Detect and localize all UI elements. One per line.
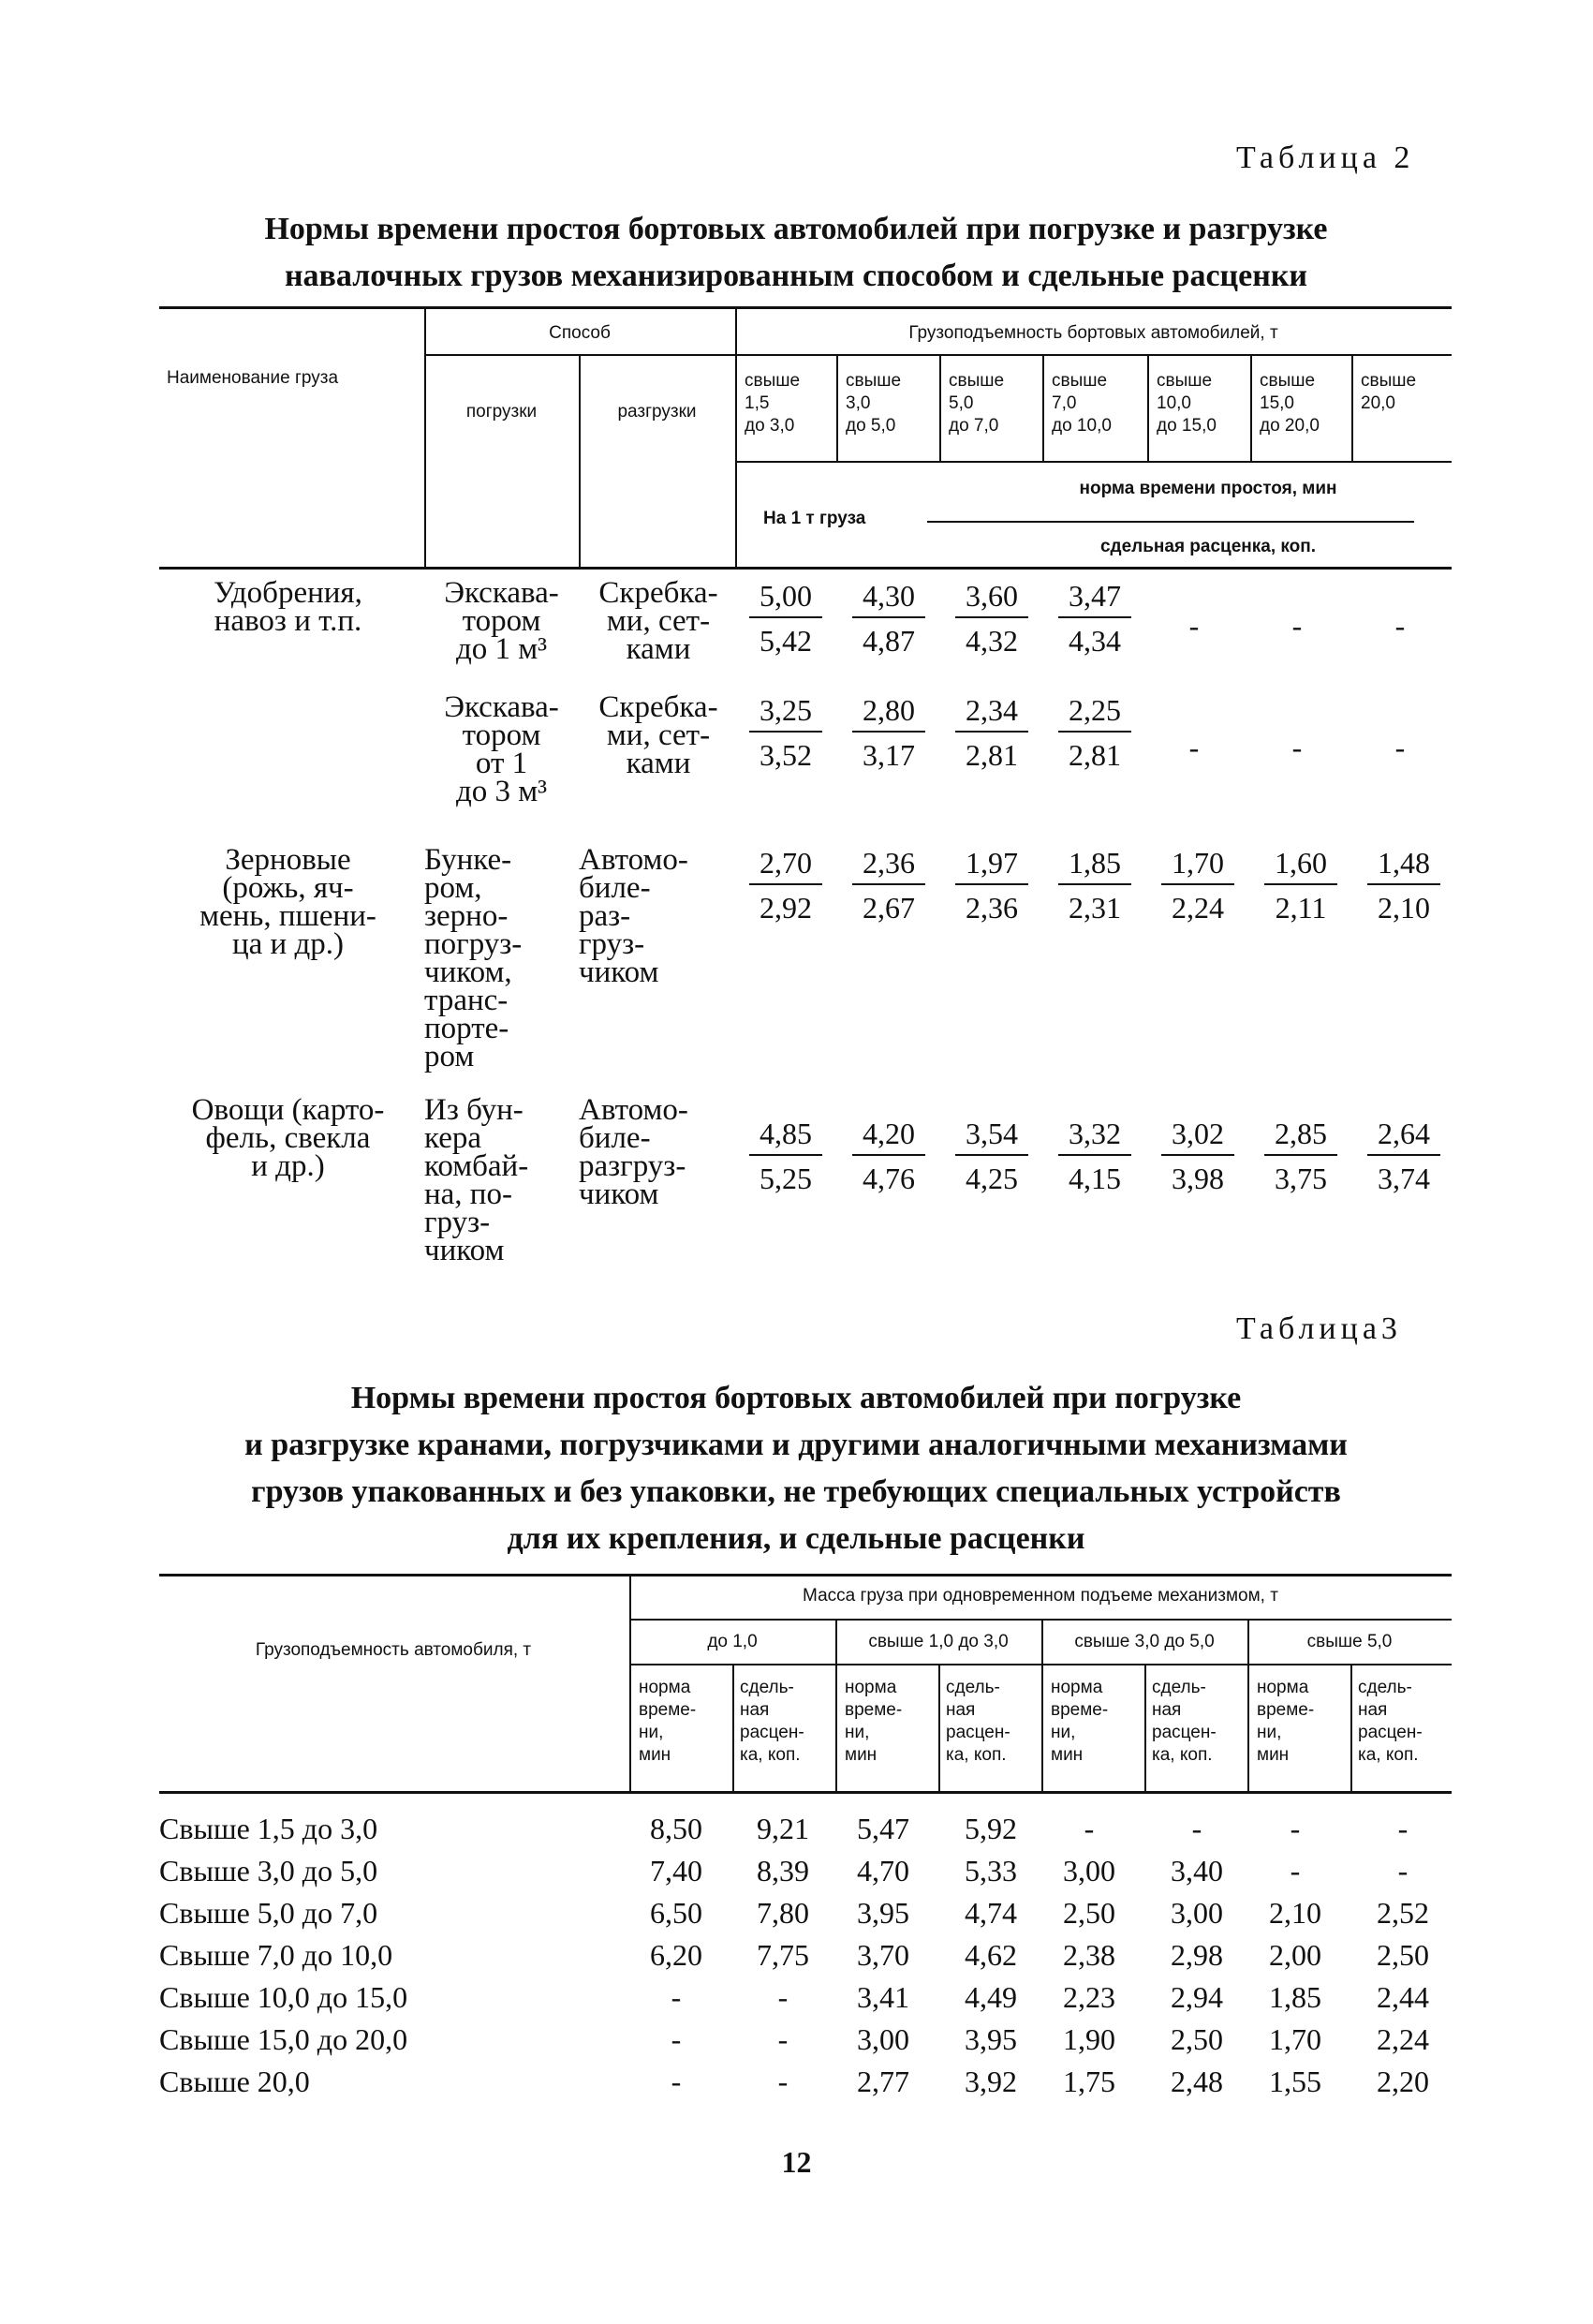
t3-rate-header: сдель- ная расцен- ка, коп.: [946, 1678, 1010, 1765]
t3-group-header: свыше 3,0 до 5,0: [1074, 1632, 1215, 1651]
t3-cell: 2,48: [1171, 2065, 1223, 2098]
t2-cap-col-3: свыше 5,0 до 7,0: [949, 371, 1005, 436]
t2-row3-value: $\frac{2,70}{2,92}$: [749, 846, 822, 925]
t2-row4-name: Овощи (карто- фель, свекла и др.): [191, 1093, 385, 1183]
t2-v6: [1042, 354, 1044, 461]
table3-title-line: для их крепления, и сдельные расценки: [507, 1521, 1085, 1556]
table3-title-line: и разгрузке кранами, погрузчиками и другими аналогичными механизмами: [244, 1428, 1348, 1462]
t2-row1-loading: Экскава- тором до 1 м³: [444, 576, 559, 666]
t3-cell: 6,50: [650, 1896, 702, 1930]
t2-row1-dash: -: [1394, 609, 1406, 643]
t3-v-sub: [1350, 1664, 1352, 1791]
t3-cell: 2,20: [1377, 2065, 1429, 2098]
t2-v4: [836, 354, 838, 461]
t3-cell: 4,62: [965, 1938, 1017, 1972]
table2-label: Таблица 2: [1236, 141, 1415, 175]
t2-unloading-header: разгрузки: [617, 402, 697, 422]
t2-row1-value: $\frac{5,00}{5,42}$: [749, 579, 822, 658]
t3-cell: 5,92: [965, 1812, 1017, 1845]
t3-cell: 2,94: [1171, 1980, 1223, 2014]
t3-cell: 3,00: [1171, 1896, 1223, 1930]
t3-group-rule: [629, 1664, 1452, 1665]
t2-cap-col-4: свыше 7,0 до 10,0: [1052, 371, 1112, 436]
t2-loading-header: погрузки: [465, 402, 538, 422]
t3-cell: 3,00: [1063, 1854, 1115, 1887]
table3-title-line: Нормы времени простоя бортовых автомобилей при погрузке: [350, 1381, 1242, 1415]
t2-row1-value: $\frac{4,30}{4,87}$: [852, 579, 925, 658]
t3-cell: 9,21: [757, 1812, 809, 1845]
table2-title-line2: навалочных грузов механизированным способом и сдельные расценки: [284, 259, 1308, 293]
t3-cell: 1,90: [1063, 2022, 1115, 2056]
t3-cell: -: [777, 2065, 789, 2098]
t2-row4-value: $\frac{3,02}{3,98}$: [1161, 1117, 1234, 1195]
t2-row3-value: $\frac{1,48}{2,10}$: [1367, 846, 1440, 925]
t2-row1-value: $\frac{3,60}{4,32}$: [955, 579, 1028, 658]
t2-v1: [424, 306, 426, 567]
t3-cell: 8,50: [650, 1812, 702, 1845]
t2-row3-loading: Бунке- ром, зерно- погруз- чиком, транс- порте- ром: [424, 843, 523, 1073]
t2-cap-col-2: свыше 3,0 до 5,0: [846, 371, 902, 436]
t2-row4-value: $\frac{3,32}{4,15}$: [1058, 1117, 1131, 1195]
t2-cap-col-6: свыше 15,0 до 20,0: [1260, 371, 1320, 436]
t3-cell: 2,77: [857, 2065, 909, 2098]
t3-cell: -: [671, 2065, 682, 2098]
t3-cell: 2,98: [1171, 1938, 1223, 1972]
t3-rate-header: сдель- ная расцен- ка, коп.: [740, 1678, 804, 1765]
t3-row-label: Свыше 1,5 до 3,0: [159, 1812, 378, 1845]
page-number: 12: [781, 2145, 812, 2179]
t3-row-label: Свыше 3,0 до 5,0: [159, 1854, 378, 1887]
t2-row2-value: $\frac{3,25}{3,52}$: [749, 693, 822, 772]
t3-cell: -: [1084, 1812, 1095, 1845]
t2-row3-value: $\frac{1,97}{2,36}$: [955, 846, 1028, 925]
t2-row1-unloading: Скребка- ми, сет- ками: [598, 576, 718, 666]
t3-cell: 1,70: [1269, 2022, 1321, 2056]
t3-cell: 3,95: [965, 2022, 1017, 2056]
t3-cell: 2,52: [1377, 1896, 1429, 1930]
t3-cell: 2,38: [1063, 1938, 1115, 1972]
t3-norm-header: норма време- ни, мин: [1257, 1678, 1315, 1765]
t3-mass-rule: [629, 1619, 1452, 1621]
t2-top-rule: [159, 306, 1452, 309]
t2-cap-col-5: свыше 10,0 до 15,0: [1157, 371, 1217, 436]
t2-row2-value: $\frac{2,25}{2,81}$: [1058, 693, 1131, 772]
t2-row2-dash: -: [1291, 731, 1303, 764]
t3-cell: 2,00: [1269, 1938, 1321, 1972]
t2-row1-dash: -: [1188, 609, 1200, 643]
t3-cell: 2,50: [1377, 1938, 1429, 1972]
t2-row1-dash: -: [1291, 609, 1303, 643]
t2-row3-value: $\frac{2,36}{2,67}$: [852, 846, 925, 925]
t3-cell: 2,50: [1171, 2022, 1223, 2056]
t3-cell: 4,70: [857, 1854, 909, 1887]
t2-v9: [1351, 354, 1353, 461]
t3-cell: -: [777, 1980, 789, 2014]
t2-name-col-header: Наименование груза: [167, 368, 339, 388]
t3-cell: 3,95: [857, 1896, 909, 1930]
t3-cell: 4,74: [965, 1896, 1017, 1930]
t3-cell: 7,80: [757, 1896, 809, 1930]
t3-cell: 7,75: [757, 1938, 809, 1972]
t3-norm-header: норма време- ни, мин: [845, 1678, 903, 1765]
t2-row1-value: $\frac{3,47}{4,34}$: [1058, 579, 1131, 658]
t3-cell: 2,10: [1269, 1896, 1321, 1930]
t2-row4-value: $\frac{4,85}{5,25}$: [749, 1117, 822, 1195]
t2-row1-name: Удобрения, навоз и т.п.: [214, 576, 362, 638]
t2-row4-value: $\frac{2,85}{3,75}$: [1264, 1117, 1337, 1195]
t3-cell: -: [1397, 1854, 1409, 1887]
t3-row-label: Свыше 10,0 до 15,0: [159, 1980, 408, 2014]
t3-cell: 3,40: [1171, 1854, 1223, 1887]
t2-row2-unloading: Скребка- ми, сет- ками: [598, 690, 718, 780]
t2-row4-loading: Из бун- кера комбай- на, по- груз- чиком: [424, 1093, 529, 1267]
t3-row-label: Свыше 15,0 до 20,0: [159, 2022, 408, 2056]
t2-v3: [735, 306, 737, 567]
t3-cell: -: [1191, 1812, 1202, 1845]
t3-cell: 2,24: [1377, 2022, 1429, 2056]
t2-cap-col-7: свыше 20,0: [1361, 371, 1417, 413]
t2-row3-name: Зерновые (рожь, яч- мень, пшени- ца и др.): [199, 843, 376, 961]
t3-cell: -: [777, 2022, 789, 2056]
t3-top-rule: [159, 1574, 1452, 1576]
t3-group-header: свыше 1,0 до 3,0: [868, 1632, 1009, 1651]
t2-row4-value: $\frac{4,20}{4,76}$: [852, 1117, 925, 1195]
t3-row-label: Свыше 20,0: [159, 2065, 310, 2098]
t2-row3-value: $\frac{1,60}{2,11}$: [1264, 846, 1337, 925]
t2-row2-value: $\frac{2,80}{3,17}$: [852, 693, 925, 772]
t3-cell: 2,50: [1063, 1896, 1115, 1930]
t3-cell: 7,40: [650, 1854, 702, 1887]
t2-v7: [1147, 354, 1149, 461]
t2-header-bottom-rule: [159, 567, 1452, 570]
t2-capacity-header: Грузоподъемность бортовых автомобилей, т: [908, 323, 1278, 343]
t3-v-sub: [938, 1664, 940, 1791]
t3-row-label: Свыше 7,0 до 10,0: [159, 1938, 393, 1972]
t3-cell: -: [671, 1980, 682, 2014]
t2-norm-rule: [927, 521, 1414, 523]
t3-cell: 1,55: [1269, 2065, 1321, 2098]
t3-norm-header: норма време- ни, мин: [1051, 1678, 1109, 1765]
t3-cell: -: [1290, 1812, 1301, 1845]
t2-per-ton-header: На 1 т груза: [763, 509, 866, 528]
t3-cell: 8,39: [757, 1854, 809, 1887]
t3-cell: 3,41: [857, 1980, 909, 2014]
t3-cell: 2,23: [1063, 1980, 1115, 2014]
t2-row2-value: $\frac{2,34}{2,81}$: [955, 693, 1028, 772]
t3-rate-header: сдель- ная расцен- ка, коп.: [1152, 1678, 1217, 1765]
t2-method-header: Способ: [549, 323, 611, 343]
t3-v-sub: [732, 1664, 734, 1791]
t2-row2-dash: -: [1188, 731, 1200, 764]
table2-title-line1: Нормы времени простоя бортовых автомобилей при погрузке и разгрузке: [264, 212, 1328, 246]
t2-row3-value: $\frac{1,85}{2,31}$: [1058, 846, 1131, 925]
t2-row3-unloading: Автомо- биле- раз- груз- чиком: [579, 843, 688, 989]
t3-cell: 1,85: [1269, 1980, 1321, 2014]
t3-header-bottom-rule: [159, 1791, 1452, 1794]
t3-capacity-header: Грузоподъемность автомобиля, т: [255, 1640, 532, 1660]
t3-cell: 6,20: [650, 1938, 702, 1972]
t3-cell: 3,70: [857, 1938, 909, 1972]
t3-cell: -: [1397, 1812, 1409, 1845]
t2-v8: [1250, 354, 1252, 461]
t3-row-label: Свыше 5,0 до 7,0: [159, 1896, 378, 1930]
t2-v2: [579, 354, 581, 567]
t3-cell: 5,47: [857, 1812, 909, 1845]
table3-label: Таблица3: [1236, 1311, 1402, 1346]
t2-row3-value: $\frac{1,70}{2,24}$: [1161, 846, 1234, 925]
t3-v-sub: [1144, 1664, 1146, 1791]
t2-cap-rule: [735, 461, 1452, 463]
t2-v5: [939, 354, 941, 461]
t3-mass-header: Масса груза при одновременном подъеме механизмом, т: [803, 1586, 1278, 1606]
t2-row4-unloading: Автомо- биле- разгруз- чиком: [579, 1093, 688, 1211]
t3-group-header: до 1,0: [707, 1632, 758, 1651]
t3-cell: 2,44: [1377, 1980, 1429, 2014]
t3-cell: 4,49: [965, 1980, 1017, 2014]
t2-norm-header: норма времени простоя, мин: [1079, 479, 1337, 498]
t3-cell: 3,00: [857, 2022, 909, 2056]
t3-cell: 5,33: [965, 1854, 1017, 1887]
t2-row2-dash: -: [1394, 731, 1406, 764]
table3-title-line: грузов упакованных и без упаковки, не требующих специальных устройств: [251, 1474, 1341, 1509]
t2-rate-header: сдельная расценка, коп.: [1099, 537, 1317, 556]
t2-row2-loading: Экскава- тором от 1 до 3 м³: [444, 690, 559, 808]
t3-cell: 1,75: [1063, 2065, 1115, 2098]
t3-cell: -: [671, 2022, 682, 2056]
t3-norm-header: норма време- ни, мин: [639, 1678, 697, 1765]
t2-row4-value: $\frac{2,64}{3,74}$: [1367, 1117, 1440, 1195]
t3-group-header: свыше 5,0: [1306, 1632, 1393, 1651]
t3-cell: 3,92: [965, 2065, 1017, 2098]
t2-cap-col-1: свыше 1,5 до 3,0: [745, 371, 801, 436]
t3-cell: -: [1290, 1854, 1301, 1887]
t3-rate-header: сдель- ная расцен- ка, коп.: [1358, 1678, 1423, 1765]
t2-row4-value: $\frac{3,54}{4,25}$: [955, 1117, 1028, 1195]
